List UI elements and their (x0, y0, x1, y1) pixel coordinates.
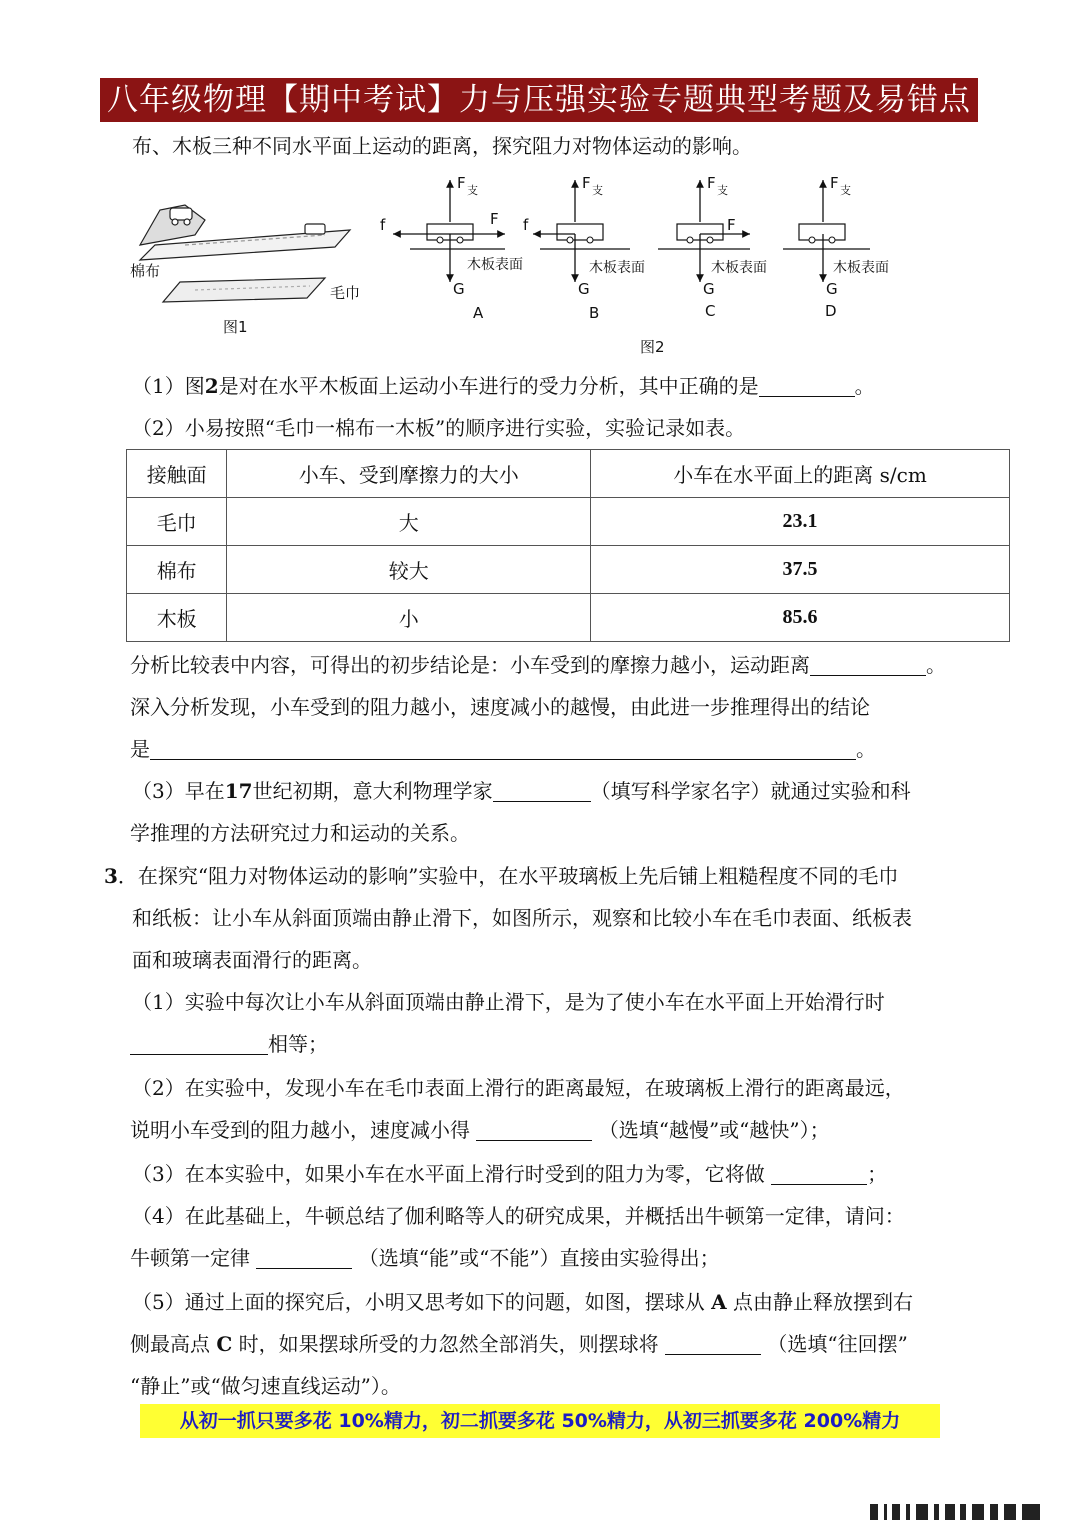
svg-text:f: f (380, 216, 386, 234)
diagram-c (658, 174, 767, 320)
question-3-5-line-2: 侧最高点 C 时，如果摆球所受的力忽然全部消失，则摆球将 （选填“往回摆” (130, 1332, 908, 1356)
figure-1 (125, 190, 365, 350)
question-3-2-line-2: 说明小车受到的阻力越小，速度减小得 （选填“越慢”或“越快”）； (130, 1118, 830, 1142)
table-row: 毛巾 大 23.1 (127, 498, 1010, 546)
table-header-row (127, 450, 1010, 498)
svg-text:支: 支 (467, 184, 478, 197)
question-2-3: （3）早在17世纪初期，意大利物理学家 （填写科学家名字）就通过实验和科 (132, 779, 911, 803)
table-header: 小车在水平面上的距离 s/cm (591, 450, 1010, 498)
question-2-3-line-2: 学推理的方法研究过力和运动的关系。 (130, 821, 470, 845)
figure-2-caption: 图2 (640, 338, 665, 356)
label-towel: 毛巾 (330, 284, 361, 302)
table-header: 接触面 (127, 450, 227, 498)
svg-text:木板表面: 木板表面 (467, 257, 523, 273)
svg-text:木板表面: 木板表面 (589, 260, 645, 276)
question-3-5-line-3: “静止”或“做匀速直线运动”）。 (130, 1374, 401, 1398)
table-row: 棉布 较大 37.5 (127, 546, 1010, 594)
analysis-line-3: 是 。 (130, 737, 876, 761)
question-3-1-line-2: 相等； (130, 1030, 328, 1058)
question-3-3: （3）在本实验中，如果小车在水平面上滑行时受到的阻力为零，它将做 ； (132, 1162, 888, 1186)
svg-text:F: F (830, 174, 839, 192)
svg-text:F: F (707, 174, 716, 192)
option-b: B (589, 304, 600, 322)
analysis-line-1: 分析比较表中内容，可得出的初步结论是：小车受到的摩擦力越小，运动距离 。 (130, 653, 946, 677)
analysis-line-2: 深入分析发现，小车受到的阻力越小，速度减小的越慢，由此进一步推理得出的结论 (130, 695, 870, 719)
svg-text:木板表面: 木板表面 (833, 260, 889, 276)
svg-text:G: G (578, 280, 590, 298)
question-3-2: （2）在实验中，发现小车在毛巾表面上滑行的距离最短，在玻璃板上滑行的距离最远， (132, 1076, 905, 1100)
diagram-b (523, 174, 645, 322)
answer-blank[interactable] (810, 655, 926, 676)
towel-track (163, 278, 325, 302)
svg-text:F: F (457, 174, 466, 192)
question-3-line-3: 面和玻璃表面滑行的距离。 (132, 948, 372, 972)
svg-text:支: 支 (717, 184, 728, 197)
svg-text:F: F (727, 216, 736, 234)
watermark-logo (860, 1500, 1060, 1524)
answer-blank[interactable] (759, 376, 855, 397)
svg-text:G: G (826, 280, 838, 298)
svg-text:f: f (523, 216, 529, 234)
data-table (126, 449, 1010, 642)
question-3-line-2: 和纸板：让小车从斜面顶端由静止滑下，如图所示，观察和比较小车在毛巾表面、纸板表 (132, 906, 912, 930)
intro-text: 布、木板三种不同水平面上运动的距离，探究阻力对物体运动的影响。 (132, 134, 752, 158)
figure-2 (375, 172, 905, 362)
svg-text:支: 支 (592, 184, 603, 197)
label-cloth: 棉布 (130, 262, 161, 280)
answer-blank[interactable] (150, 739, 856, 760)
title-banner: 八年级物理【期中考试】力与压强实验专题典型考题及易错点 (100, 78, 978, 122)
svg-text:G: G (453, 280, 465, 298)
question-3-4-line-2: 牛顿第一定律 （选填“能”或“不能”）直接由实验得出； (130, 1246, 720, 1270)
highlight-banner: 从初一抓只要多花 10%精力，初二抓要多花 50%精力，从初三抓要多花 200%精力 (140, 1404, 940, 1438)
svg-text:F: F (490, 210, 499, 228)
question-3-5: （5）通过上面的探究后，小明又思考如下的问题，如图，摆球从 A 点由静止释放摆到右 (132, 1290, 913, 1314)
svg-text:支: 支 (840, 184, 851, 197)
question-2-1: （1）图2是对在水平木板面上运动小车进行的受力分析，其中正确的是 。 (132, 374, 875, 398)
option-d: D (825, 302, 837, 320)
table-row: 木板 小 85.6 (127, 594, 1010, 642)
diagram-a (380, 174, 523, 322)
ramp-track (140, 205, 350, 260)
answer-blank[interactable] (665, 1334, 761, 1355)
diagram-d (783, 174, 889, 320)
answer-blank[interactable] (771, 1164, 867, 1185)
table-header: 小车、受到摩擦力的大小 (227, 450, 591, 498)
option-c: C (705, 302, 716, 320)
answer-blank[interactable] (493, 781, 591, 802)
question-2-2: （2）小易按照“毛巾一棉布一木板”的顺序进行实验，实验记录如表。 (132, 416, 746, 440)
answer-blank[interactable] (256, 1248, 352, 1269)
svg-text:木板表面: 木板表面 (711, 260, 767, 276)
svg-text:G: G (703, 280, 715, 298)
option-a: A (473, 304, 484, 322)
answer-blank[interactable] (476, 1120, 592, 1141)
question-3-1: （1）实验中每次让小车从斜面顶端由静止滑下，是为了使小车在水平面上开始滑行时 (132, 990, 885, 1014)
answer-blank[interactable] (130, 1034, 268, 1055)
figure-1-caption: 图1 (223, 318, 248, 336)
question-3-4: （4）在此基础上，牛顿总结了伽利略等人的研究成果，并概括出牛顿第一定律，请问： (132, 1204, 905, 1228)
question-3-line-1: 3．在探究“阻力对物体运动的影响”实验中，在水平玻璃板上先后铺上粗糙程度不同的毛巾 (104, 864, 899, 888)
svg-text:F: F (582, 174, 591, 192)
